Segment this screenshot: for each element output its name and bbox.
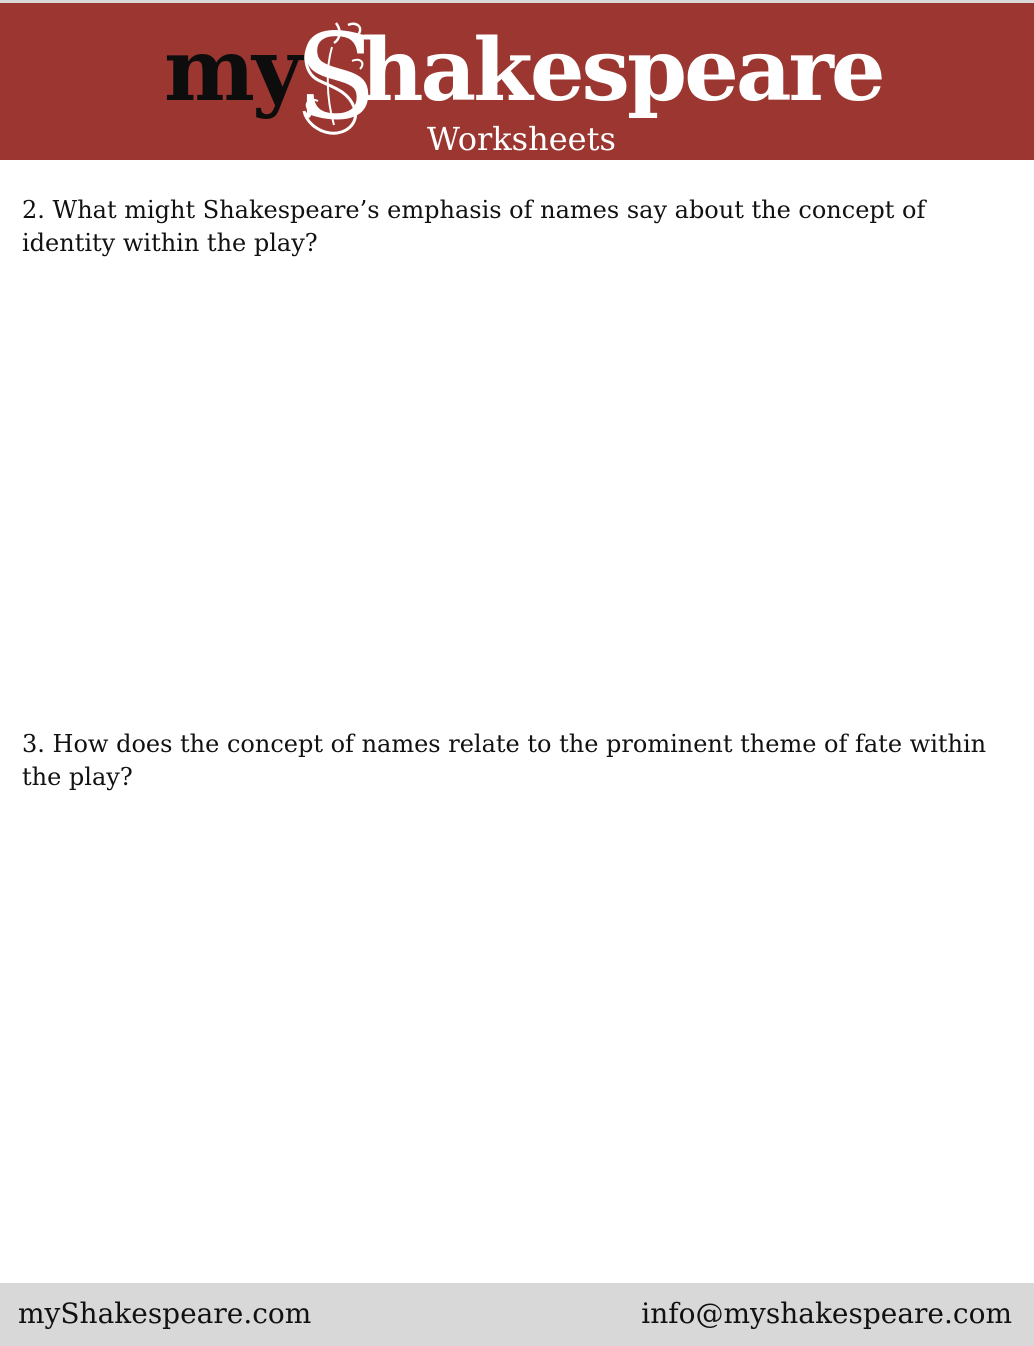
logo-my-text: my	[164, 20, 299, 121]
question-3: 3. How does the concept of names relate to the prominent theme of fate within the play?	[22, 730, 987, 791]
logo-hakespeare-text: hakespeare	[361, 20, 883, 121]
footer-email: info@myshakespeare.com	[641, 1297, 1012, 1330]
logo-subtitle: Worksheets	[427, 120, 616, 158]
footer-website: myShakespeare.com	[18, 1297, 312, 1330]
myshakespeare-logo	[0, 3, 1034, 160]
header-banner	[0, 3, 1034, 160]
answer-space-question-2[interactable]	[22, 262, 1012, 702]
footer-bar	[0, 1283, 1034, 1346]
logo-s-letter: S	[296, 8, 377, 146]
question-2: 2. What might Shakespeare’s emphasis of names say about the concept of identity within the play?	[22, 196, 926, 257]
answer-space-question-3[interactable]	[22, 796, 1012, 1256]
